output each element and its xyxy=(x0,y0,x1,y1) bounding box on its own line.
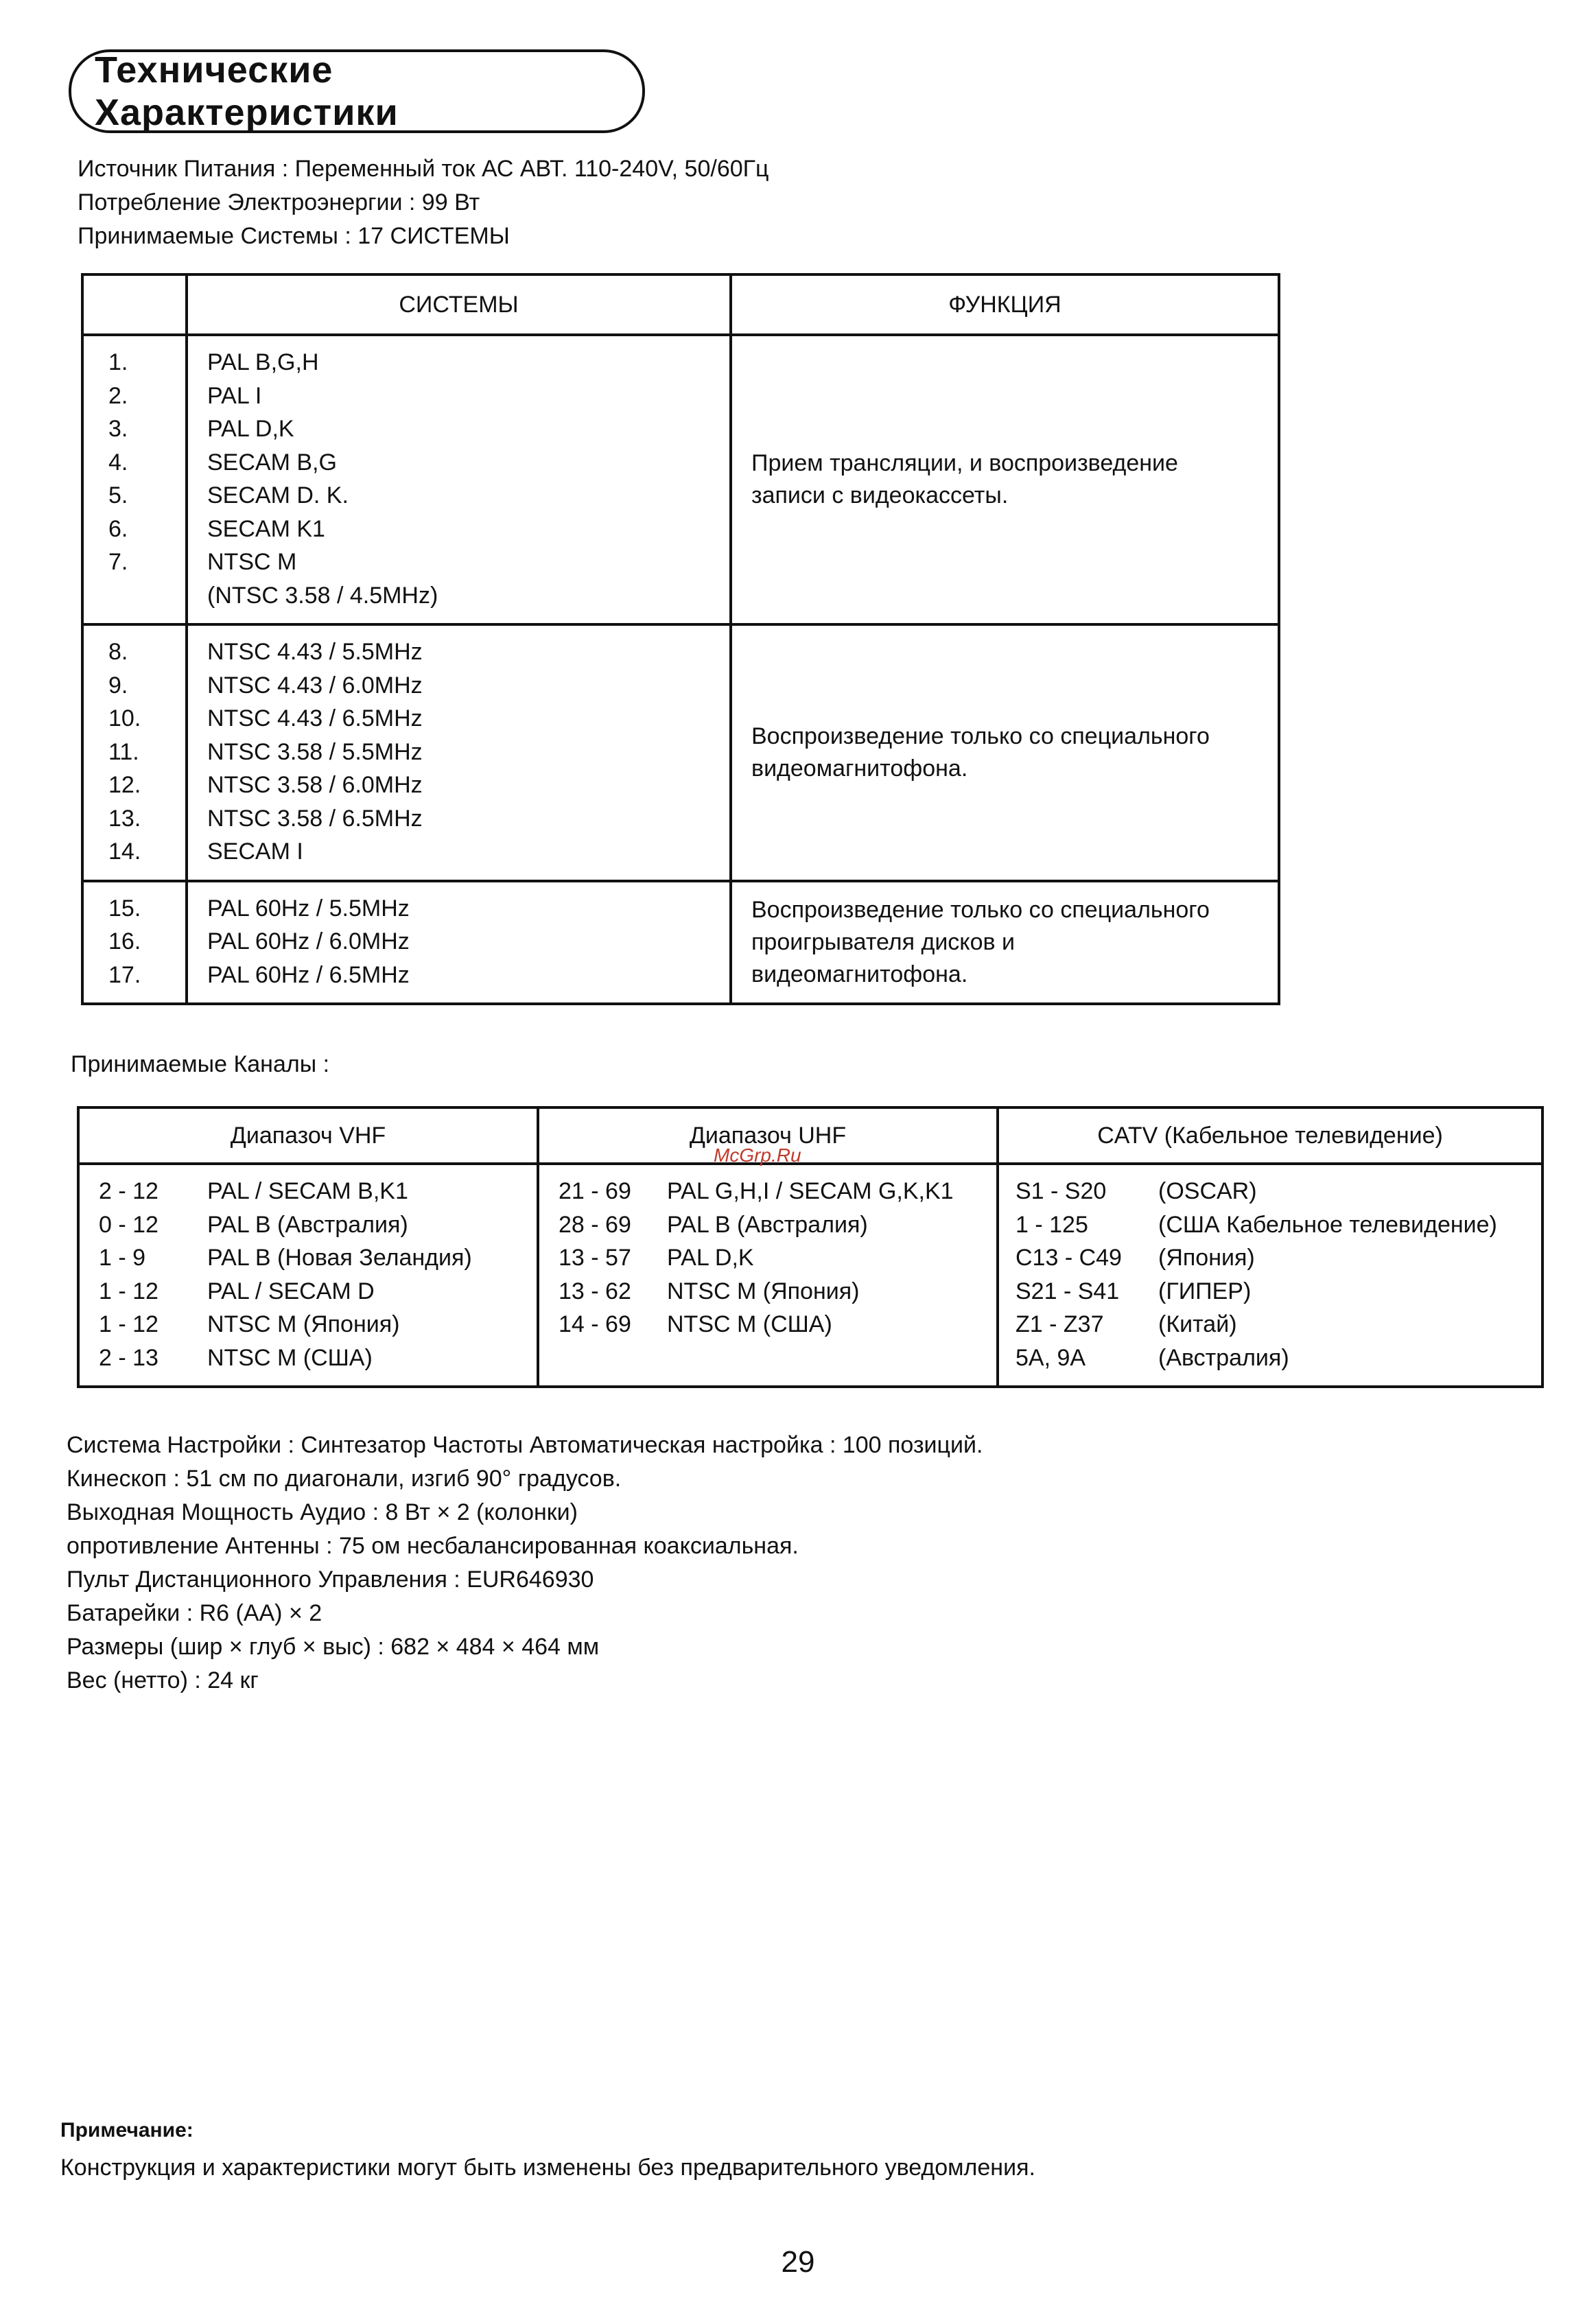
channel-range: 1 - 12 xyxy=(99,1278,159,1304)
table-row-number: 17. xyxy=(108,961,141,988)
system-name: PAL 60Hz / 5.5MHz xyxy=(207,895,410,922)
table-row-number: 2. xyxy=(108,382,128,409)
spec-antenna: опротивление Антенны : 75 ом несбалансированная коаксиальная. xyxy=(67,1533,799,1559)
spec-systems-count: Принимаемые Системы : 17 СИСТЕМЫ xyxy=(78,223,510,249)
channel-region: (Япония) xyxy=(1158,1245,1255,1271)
group-1-systems xyxy=(187,335,731,624)
table-row xyxy=(999,1175,1541,1208)
spec-power-source: Источник Питания : Переменный ток АС АВТ. 110-240V, 50/60Гц xyxy=(78,156,769,182)
group-3-numbers xyxy=(82,881,187,1005)
table-row-number: 14. xyxy=(108,838,141,865)
page-number: 29 xyxy=(781,2245,815,2279)
channel-range: 2 - 12 xyxy=(99,1178,159,1204)
table-row-number: 7. xyxy=(108,549,128,575)
system-name: SECAM B,G xyxy=(207,449,337,476)
table-row-number: 1. xyxy=(108,349,128,375)
channel-range: 14 - 69 xyxy=(559,1311,631,1337)
uhf-cell xyxy=(538,1164,998,1387)
table-row xyxy=(80,1175,537,1208)
header-uhf: Диапазоч UHF xyxy=(538,1107,998,1164)
channel-system: PAL G,H,I / SECAM G,K,K1 xyxy=(667,1178,954,1204)
function-line: проигрывателя дисков и xyxy=(751,928,1015,955)
table-row xyxy=(999,1208,1541,1242)
channel-range: 1 - 12 xyxy=(99,1311,159,1337)
systems-table xyxy=(81,273,1280,1005)
group-3-systems xyxy=(187,881,731,1005)
channel-system: PAL / SECAM B,K1 xyxy=(207,1178,408,1204)
table-row xyxy=(80,1308,537,1341)
system-name: NTSC 3.58 / 5.5MHz xyxy=(207,738,423,765)
system-name: NTSC 3.58 / 6.0MHz xyxy=(207,772,423,798)
channel-system: PAL / SECAM D xyxy=(207,1278,375,1304)
group-2-function xyxy=(731,624,1279,881)
channel-region: (Китай) xyxy=(1158,1311,1237,1337)
header-catv: CATV (Кабельное телевидение) xyxy=(998,1107,1542,1164)
channel-range: C13 - C49 xyxy=(1016,1245,1122,1271)
table-row-number: 10. xyxy=(108,705,141,731)
system-name: PAL I xyxy=(207,382,262,409)
group-1-function xyxy=(731,335,1279,624)
table-row-number: 8. xyxy=(108,639,128,665)
function-line: Прием трансляции, и воспроизведение xyxy=(751,450,1178,476)
channels-label: Принимаемые Каналы : xyxy=(71,1051,330,1077)
channel-system: NTSC M (США) xyxy=(207,1344,373,1371)
channel-range: 5A, 9A xyxy=(1016,1344,1086,1371)
channel-range: 13 - 57 xyxy=(559,1245,631,1271)
channel-system: PAL B (Австралия) xyxy=(207,1211,408,1238)
channel-region: (ГИПЕР) xyxy=(1158,1278,1252,1304)
channel-range: 1 - 9 xyxy=(99,1245,146,1271)
top-specs xyxy=(78,152,769,253)
group-2-numbers xyxy=(82,624,187,881)
spec-tuning: Система Настройки : Синтезатор Частоты Автоматическая настройка : 100 позиций. xyxy=(67,1432,983,1458)
channels-table-header xyxy=(78,1107,1542,1164)
channel-range: Z1 - Z37 xyxy=(1016,1311,1104,1337)
channel-range: 1 - 125 xyxy=(1016,1211,1088,1238)
system-name: PAL 60Hz / 6.5MHz xyxy=(207,961,410,988)
systems-table-header xyxy=(82,274,1279,335)
page-title: Технические Характеристики xyxy=(69,49,645,133)
spec-power-consumption: Потребление Электроэнергии : 99 Вт xyxy=(78,189,480,215)
channel-range: 13 - 62 xyxy=(559,1278,631,1304)
note-text: Конструкция и характеристики могут быть изменены без предварительного уведомления. xyxy=(60,2155,1035,2181)
channel-system: PAL B (Австралия) xyxy=(667,1211,868,1238)
table-row-number: 11. xyxy=(108,738,139,765)
spec-picture-tube: Кинескоп : 51 см по диагонали, изгиб 90° градусов. xyxy=(67,1466,622,1492)
table-row xyxy=(80,1208,537,1242)
system-name: NTSC M xyxy=(207,549,297,575)
table-row xyxy=(999,1275,1541,1309)
spec-audio-output: Выходная Мощность Аудио : 8 Вт × 2 (колонки) xyxy=(67,1499,578,1525)
channels-table xyxy=(77,1106,1544,1388)
table-row xyxy=(539,1241,996,1275)
system-name: PAL D,K xyxy=(207,416,294,442)
channel-range: S1 - S20 xyxy=(1016,1178,1107,1204)
table-row-number: 5. xyxy=(108,482,128,508)
channel-system: NTSC M (США) xyxy=(667,1311,832,1337)
table-row-number: 3. xyxy=(108,416,128,442)
table-row xyxy=(80,1275,537,1309)
note-label: Примечание: xyxy=(60,2119,193,2142)
table-row xyxy=(999,1241,1541,1275)
header-number xyxy=(82,274,187,335)
channels-table-body xyxy=(78,1164,1542,1387)
channel-region: (США Кабельное телевидение) xyxy=(1158,1211,1497,1238)
watermark: McGrp.Ru xyxy=(714,1145,801,1166)
channel-system: PAL B (Новая Зеландия) xyxy=(207,1245,472,1271)
channel-region: (Австралия) xyxy=(1158,1344,1289,1371)
function-line: Воспроизведение только со специального xyxy=(751,723,1210,749)
spec-weight: Вес (нетто) : 24 кг xyxy=(67,1667,259,1693)
function-line: Воспроизведение только со специального xyxy=(751,896,1210,923)
channel-system: NTSC M (Япония) xyxy=(207,1311,400,1337)
group-3-function xyxy=(731,881,1279,1005)
system-name: NTSC 4.43 / 6.0MHz xyxy=(207,672,423,699)
function-line: видеомагнитофона. xyxy=(751,755,968,782)
table-row-number: 16. xyxy=(108,928,141,954)
systems-group-2 xyxy=(82,624,1279,881)
table-row xyxy=(999,1308,1541,1341)
spec-dimensions: Размеры (шир × глуб × выс) : 682 × 484 × 464 мм xyxy=(67,1634,600,1660)
channel-range: 2 - 13 xyxy=(99,1344,159,1371)
channel-system: NTSC M (Япония) xyxy=(667,1278,860,1304)
channel-range: S21 - S41 xyxy=(1016,1278,1120,1304)
system-name: SECAM I xyxy=(207,838,303,865)
spec-batteries: Батарейки : R6 (AA) × 2 xyxy=(67,1600,322,1626)
channel-range: 0 - 12 xyxy=(99,1211,159,1238)
table-row xyxy=(999,1341,1541,1375)
table-row xyxy=(539,1275,996,1309)
table-row-number: 15. xyxy=(108,895,141,922)
vhf-cell xyxy=(78,1164,538,1387)
channel-range: 28 - 69 xyxy=(559,1211,631,1238)
table-row xyxy=(80,1341,537,1375)
system-name: NTSC 3.58 / 6.5MHz xyxy=(207,805,423,832)
table-row xyxy=(539,1175,996,1208)
bottom-specs xyxy=(67,1429,983,1698)
channel-region: (OSCAR) xyxy=(1158,1178,1257,1204)
group-1-numbers xyxy=(82,335,187,624)
table-row-number: 9. xyxy=(108,672,128,699)
table-row-number xyxy=(84,579,185,613)
system-name: PAL B,G,H xyxy=(207,349,319,375)
channel-system: PAL D,K xyxy=(667,1245,754,1271)
function-line: видеомагнитофона. xyxy=(751,961,968,987)
system-name: PAL 60Hz / 6.0MHz xyxy=(207,928,410,954)
table-row-number: 4. xyxy=(108,449,128,476)
header-function: ФУНКЦИЯ xyxy=(731,274,1279,335)
table-row-number: 6. xyxy=(108,515,128,542)
systems-group-1 xyxy=(82,335,1279,624)
catv-cell xyxy=(998,1164,1542,1387)
system-name: SECAM K1 xyxy=(207,515,325,542)
function-line: записи с видеокассеты. xyxy=(751,482,1009,508)
table-row-number: 12. xyxy=(108,772,141,798)
table-row xyxy=(539,1208,996,1242)
table-row-number: 13. xyxy=(108,805,141,832)
system-name: (NTSC 3.58 / 4.5MHz) xyxy=(207,582,438,609)
systems-group-3 xyxy=(82,881,1279,1005)
system-name: NTSC 4.43 / 6.5MHz xyxy=(207,705,423,731)
table-row xyxy=(80,1241,537,1275)
spec-remote: Пульт Дистанционного Управления : EUR646930 xyxy=(67,1567,594,1593)
header-vhf: Диапазоч VHF xyxy=(78,1107,538,1164)
channel-range: 21 - 69 xyxy=(559,1178,631,1204)
table-row xyxy=(539,1308,996,1341)
system-name: SECAM D. K. xyxy=(207,482,349,508)
group-2-systems xyxy=(187,624,731,881)
header-systems: СИСТЕМЫ xyxy=(187,274,731,335)
system-name: NTSC 4.43 / 5.5MHz xyxy=(207,639,423,665)
